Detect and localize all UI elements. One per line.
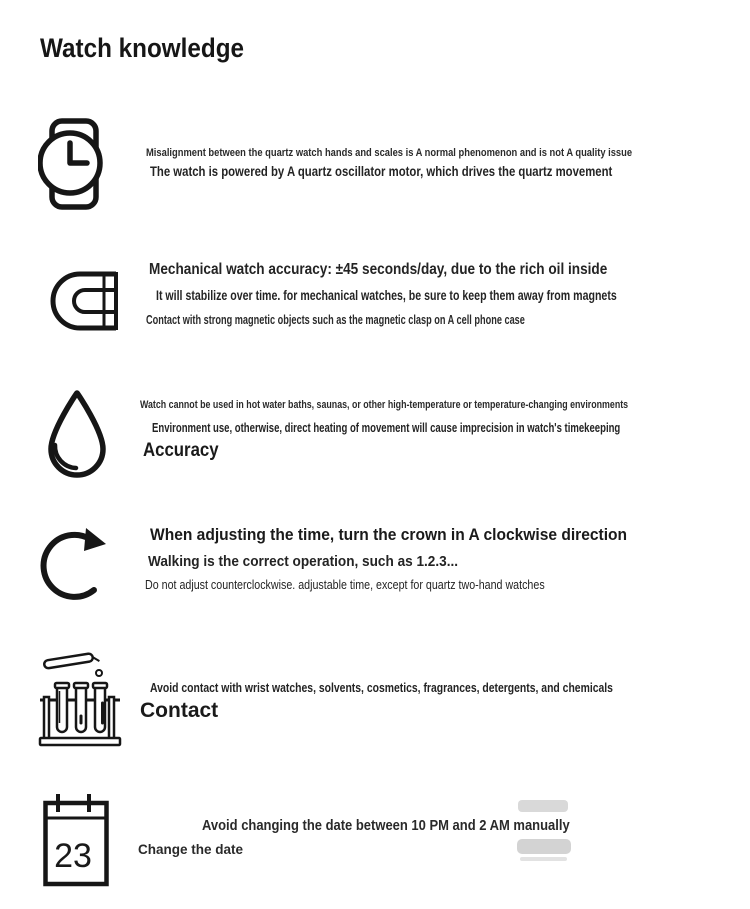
- page-title: Watch knowledge: [40, 33, 245, 63]
- row3-line2: Environment use, otherwise, direct heating of movement will cause imprecision in watch's timekeeping: [152, 420, 621, 435]
- row2-line1: Mechanical watch accuracy: ±45 seconds/day, due to the rich oil inside: [149, 261, 608, 278]
- row5-line1: Avoid contact with wrist watches, solvents, cosmetics, fragrances, detergents, and chemicals: [150, 680, 613, 695]
- row2-line3: Contact with strong magnetic objects such as the magnetic clasp on A cell phone case: [146, 313, 525, 327]
- row4-line2: Walking is the correct operation, such as 1.2.3...: [148, 553, 459, 570]
- row3-line1: Watch cannot be used in hot water baths, saunas, or other high-temperature or temperature-changing environments: [140, 399, 629, 411]
- watermark-block-bottom: [520, 857, 567, 861]
- row4-line1: When adjusting the time, turn the crown in A clockwise direction: [150, 525, 628, 544]
- clockwise-arrow-icon: [38, 524, 114, 602]
- row3-heading-accuracy: Accuracy: [143, 440, 219, 461]
- magnet-icon: [50, 266, 122, 336]
- row1-line2: The watch is powered by A quartz oscillator motor, which drives the quartz movement: [150, 164, 613, 179]
- row6-line1: Avoid changing the date between 10 PM and 2 AM manually: [202, 818, 570, 834]
- watermark-block-middle: [517, 839, 571, 854]
- water-drop-icon: [42, 388, 112, 480]
- wristwatch-icon: [38, 117, 104, 211]
- row6-heading-change-date: Change the date: [138, 842, 244, 857]
- row1-line1: Misalignment between the quartz watch hands and scales is A normal phenomenon and is not A quality issue: [146, 147, 633, 159]
- row4-line3: Do not adjust counterclockwise. adjustable time, except for quartz two-hand watches: [145, 578, 545, 592]
- row2-line2: It will stabilize over time. for mechanical watches, be sure to keep them away from magnets: [156, 288, 617, 303]
- calendar-day-number: 23: [54, 837, 92, 875]
- row5-heading-contact: Contact: [140, 699, 219, 722]
- watermark-block-top: [518, 800, 568, 812]
- test-tubes-icon: [38, 645, 122, 747]
- calendar-icon: [42, 792, 110, 887]
